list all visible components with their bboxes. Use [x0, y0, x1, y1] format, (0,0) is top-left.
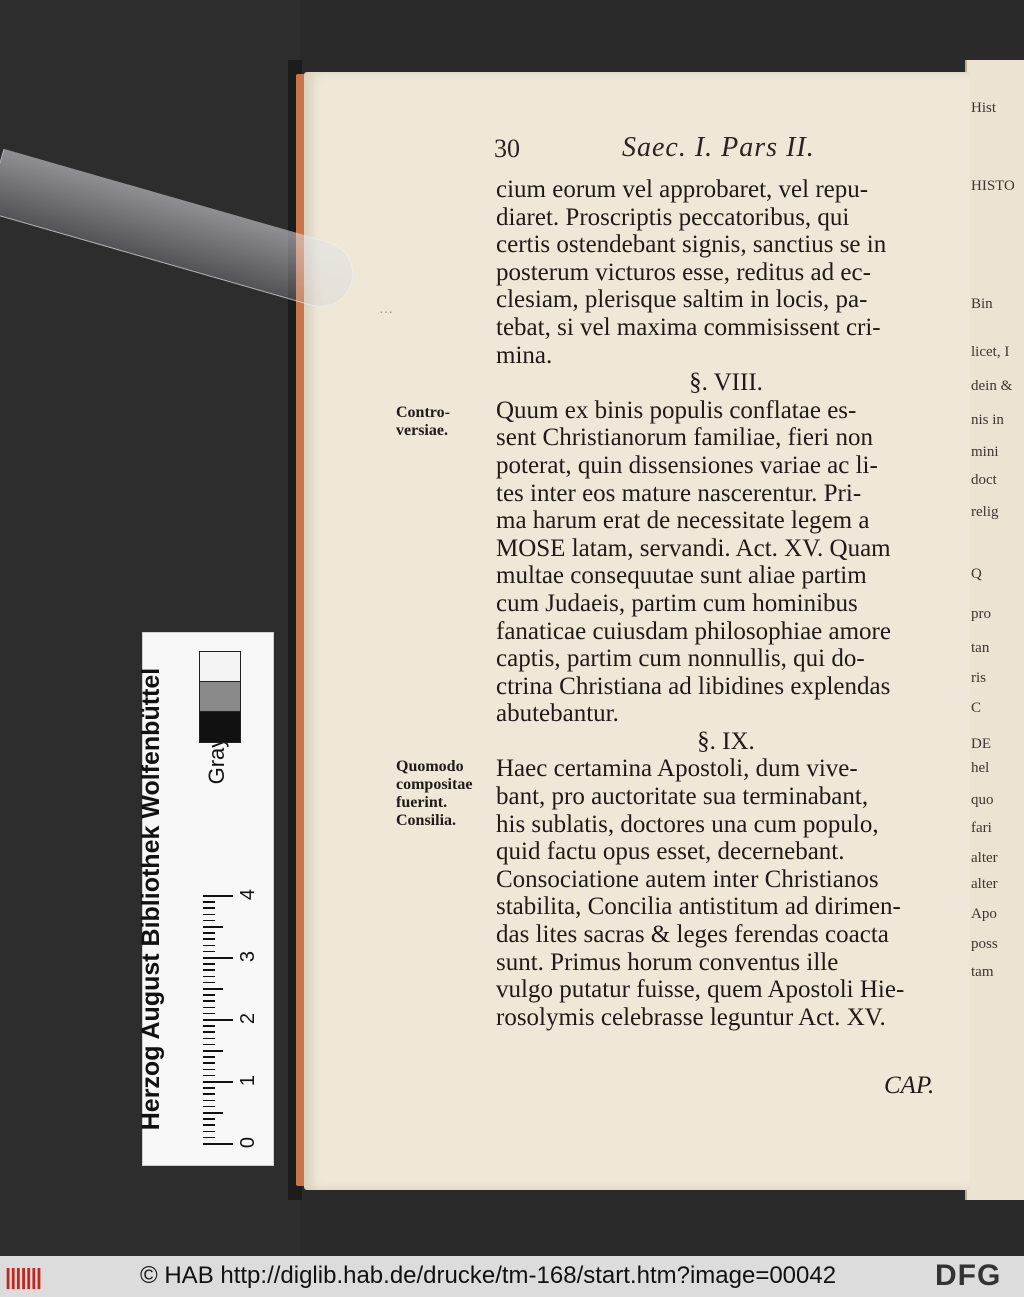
ruler-number: 3 — [237, 950, 260, 963]
facing-page-fragment: poss — [971, 936, 998, 952]
ruler-tick — [203, 1137, 215, 1139]
paragraph-2 — [496, 397, 956, 728]
ruler-tick — [203, 982, 215, 984]
ruler-tick — [203, 1062, 215, 1064]
page-header — [304, 134, 970, 174]
paragraph-1 — [496, 176, 956, 369]
ruler-tick — [203, 957, 233, 959]
facing-page-fragment: alter — [971, 876, 998, 892]
ruler-tick — [203, 945, 215, 947]
facing-page-fragment: Hist — [971, 100, 997, 116]
ruler-number: 0 — [237, 1136, 260, 1149]
ruler-tick — [203, 1044, 215, 1046]
marginal-note-controversiae — [396, 404, 450, 440]
facing-page-fragment: tam — [971, 964, 994, 980]
text-line: diaret. Proscriptis peccatoribus, qui — [496, 203, 850, 231]
text-line: ctrina Christiana ad libidines explendas — [496, 672, 891, 700]
ruler-tick — [203, 895, 233, 897]
ruler-tick — [203, 1050, 223, 1052]
text-line: rosolymis celebrasse leguntur Act. XV. — [496, 1003, 886, 1031]
catchword: CAP. — [884, 1072, 935, 1099]
ruler-tick — [203, 1075, 215, 1077]
text-line: clesiam, plerisque saltim in locis, pa- — [496, 286, 868, 314]
facing-page-fragment: quo — [971, 792, 994, 808]
facing-page-fragment: doct — [971, 472, 997, 488]
ruler-tick — [203, 994, 215, 996]
text-line: sent Christianorum familiae, fieri non — [496, 424, 873, 452]
facing-page-fragment: alter — [971, 850, 998, 866]
facing-page-fragment: HISTO — [971, 178, 1015, 194]
text-line: cum Judaeis, partim cum hominibus — [496, 589, 858, 617]
ruler-tick — [203, 920, 215, 922]
marginal-line: versiae. — [396, 422, 448, 439]
ruler-tick — [203, 1025, 215, 1027]
paragraph-3 — [496, 755, 956, 1031]
section-heading-9: §. IX. — [697, 727, 755, 755]
facing-page-fragment: pro — [971, 606, 991, 622]
ruler-tick — [203, 1131, 215, 1133]
ruler-tick — [203, 938, 215, 940]
text-line: quid factu opus esset, decernebant. — [496, 838, 845, 866]
ruler-tick — [203, 1112, 223, 1114]
text-line: sunt. Primus horum conventus ille — [496, 948, 839, 976]
text-line: tes inter eos mature nascerentur. Pri- — [496, 479, 862, 507]
ruler-tick — [203, 951, 215, 953]
ruler-number: 1 — [237, 1074, 260, 1087]
ruler-tick — [203, 1124, 215, 1126]
ruler-tick — [203, 1031, 215, 1033]
gray-swatch — [199, 651, 241, 683]
text-line: stabilita, Concilia antistitum ad dirimen- — [496, 893, 901, 921]
dfg-logo: DFG — [935, 1259, 1002, 1292]
ruler-number: 4 — [237, 888, 260, 901]
ruler-tick — [203, 1019, 233, 1021]
facing-page-fragment: mini — [971, 444, 999, 460]
facing-page-fragment: fari — [971, 820, 992, 836]
footer-bar — [0, 1256, 1024, 1297]
text-line: Consociatione autem inter Christianos — [496, 865, 879, 893]
ruler-tick — [203, 1143, 233, 1145]
facing-page-fragment: tan — [971, 640, 990, 656]
facing-page-fragment: Bin — [971, 296, 993, 312]
facing-page — [965, 60, 1024, 1200]
ruler-tick — [203, 963, 215, 965]
marginal-note-quomodo — [396, 758, 472, 830]
facing-page-fragment: DE — [971, 736, 991, 752]
marginal-line: Contro- — [396, 404, 450, 421]
ruler-tick — [203, 976, 215, 978]
ruler-tick — [203, 1038, 215, 1040]
facing-page-fragment: C — [971, 700, 982, 716]
book-page — [304, 72, 970, 1190]
ruler-tick — [203, 988, 223, 990]
ruler-tick — [203, 1093, 215, 1095]
ruler-tick — [203, 1000, 215, 1002]
ruler-tick — [203, 907, 215, 909]
marginal-line: compositae — [396, 776, 473, 793]
text-line: Quum ex binis populis conflatae es- — [496, 396, 857, 424]
ruler-tick — [203, 1087, 215, 1089]
text-line: MOSE latam, servandi. Act. XV. Quam — [496, 534, 891, 562]
facing-page-fragment: relig — [971, 504, 999, 520]
gray-swatch — [199, 681, 241, 713]
text-line: certis ostendebant signis, sanctius se in — [496, 231, 887, 259]
text-line: mina. — [496, 341, 553, 369]
page-number: 30 — [494, 134, 520, 163]
barcode-icon: ||||||| — [5, 1264, 42, 1289]
text-line: fanaticae cuiusdam philosophiae amore — [496, 617, 891, 645]
facing-page-fragment: dein & — [971, 378, 1013, 394]
pencil-mark: … — [379, 302, 393, 317]
ruler-tick — [203, 1007, 215, 1009]
text-line: vulgo putatur fuisse, quem Apostoli Hie- — [496, 976, 905, 1004]
text-line: ma harum erat de necessitate legem a — [496, 507, 870, 535]
text-line: multae consequutae sunt aliae partim — [496, 562, 867, 590]
text-line: abutebantur. — [496, 700, 619, 728]
text-line: Haec certamina Apostoli, dum vive- — [496, 755, 858, 783]
text-line: poterat, quin dissensiones variae ac li- — [496, 451, 878, 479]
ruler-tick — [203, 926, 223, 928]
facing-page-fragment: Q — [971, 566, 982, 582]
text-line: bant, pro auctoritate sua terminabant, — [496, 783, 869, 811]
text-line: his sublatis, doctores una cum populo, — [496, 810, 879, 838]
section-heading-8: §. VIII. — [689, 369, 763, 397]
ruler-number: 2 — [237, 1012, 260, 1025]
text-line: posterum victuros esse, reditus ad ec- — [496, 258, 871, 286]
facing-page-fragment: Apo — [971, 906, 997, 922]
ruler-tick — [203, 1056, 215, 1058]
ruler-tick — [203, 914, 215, 916]
ruler-tick — [203, 901, 215, 903]
gray-scale-ruler — [137, 632, 274, 1166]
marginal-line: Quomodo — [396, 758, 464, 775]
main-text — [496, 176, 956, 1031]
running-head: Saec. I. Pars II. — [622, 132, 815, 163]
ruler-tick — [203, 1013, 215, 1015]
ruler-tick — [203, 969, 215, 971]
ruler-tick — [203, 1118, 215, 1120]
text-line: cium eorum vel approbaret, vel repu- — [496, 176, 869, 203]
facing-page-fragment: hel — [971, 760, 990, 776]
marginal-line: Consilia. — [396, 812, 457, 829]
ruler-tick — [203, 1081, 233, 1083]
text-line: tebat, si vel maxima commisissent cri- — [496, 313, 881, 341]
facing-page-fragment: nis in — [971, 412, 1004, 428]
facing-page-fragment: licet, I — [971, 344, 1010, 360]
gray-swatch — [199, 711, 241, 743]
marginal-line: fuerint. — [396, 794, 448, 811]
text-line: das lites sacras & leges ferendas coacta — [496, 921, 889, 949]
ruler-tick — [203, 1100, 215, 1102]
ruler-tick — [203, 1069, 215, 1071]
facing-page-fragment: ris — [971, 670, 986, 686]
ruler-tick — [203, 932, 215, 934]
ruler-institution: Herzog August Bibliothek Wolfenbüttel — [137, 667, 165, 1131]
credit-link[interactable]: © HAB http://diglib.hab.de/drucke/tm-168/start.htm?image=00042 — [140, 1262, 837, 1289]
text-line: captis, partim cum nonnullis, qui do- — [496, 645, 865, 673]
ruler-tick — [203, 1106, 215, 1108]
